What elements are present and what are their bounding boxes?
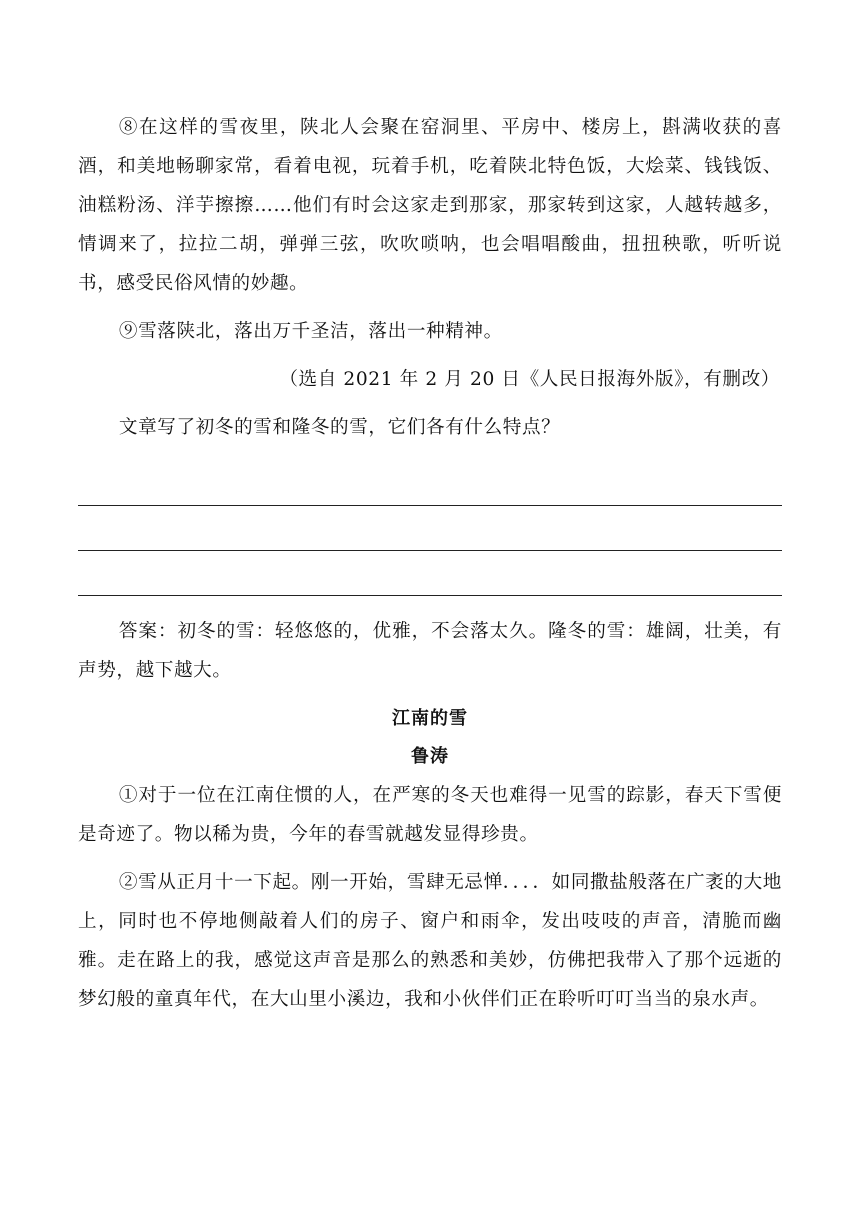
article-title: 江南的雪: [392, 708, 468, 729]
answer-line-3[interactable]: [78, 551, 782, 596]
answer-line-1[interactable]: [78, 465, 782, 506]
answer-line-2[interactable]: [78, 506, 782, 551]
question-text: 文章写了初冬的雪和隆冬的雪，它们各有什么特点？: [118, 417, 561, 438]
source-citation: （选自 2021 年 2 月 20 日《人民日报海外版》，有删改）: [279, 369, 780, 390]
paragraph-8: ⑧在这样的雪夜里，陕北人会聚在窑洞里、平房中、楼房上，斟满收获的喜酒，和美地畅聊家常，看着电视，玩着手机，吃着陕北特色饭，大烩菜、钱钱饭、油糕粉汤、洋芋擦擦……他们有时会这家走到那家，那家转到这家，人越转越多，情调来了，拉拉二胡，弹弹三弦，吹吹唢呐，也会唱唱酸曲，扭扭秧歌，听听说书，感受民俗风情的妙趣。: [78, 117, 782, 294]
article-paragraph-1: ①对于一位在江南住惯的人，在严寒的冬天也难得一见雪的踪影，春天下雪便是奇迹了。物以稀为贵，今年的春雪就越发显得珍贵。: [78, 785, 782, 845]
answer-lines: [78, 465, 782, 596]
document-page: [78, 108, 782, 1019]
paragraph-9: ⑨雪落陕北，落出万千圣洁，落出一种精神。: [118, 321, 503, 342]
article-paragraph-2: ②雪从正月十一下起。刚一开始，雪肆无忌惮．．．．如同撒盐般落在广袤的大地上，同时也不停地侧敲着人们的房子、窗户和雨伞，发出吱吱的声音，清脆而幽雅。走在路上的我，感觉这声音是那么的熟悉和美妙，仿佛把我带入了那个远逝的梦幻般的童真年代，在大山里小溪边，我和小伙伴们正在聆听叮叮当当的泉水声。: [78, 872, 782, 1010]
answer-text: 答案：初冬的雪：轻悠悠的，优雅，不会落太久。隆冬的雪：雄阔，壮美，有声势，越下越大。: [78, 621, 782, 681]
article-author: 鲁涛: [411, 746, 449, 767]
